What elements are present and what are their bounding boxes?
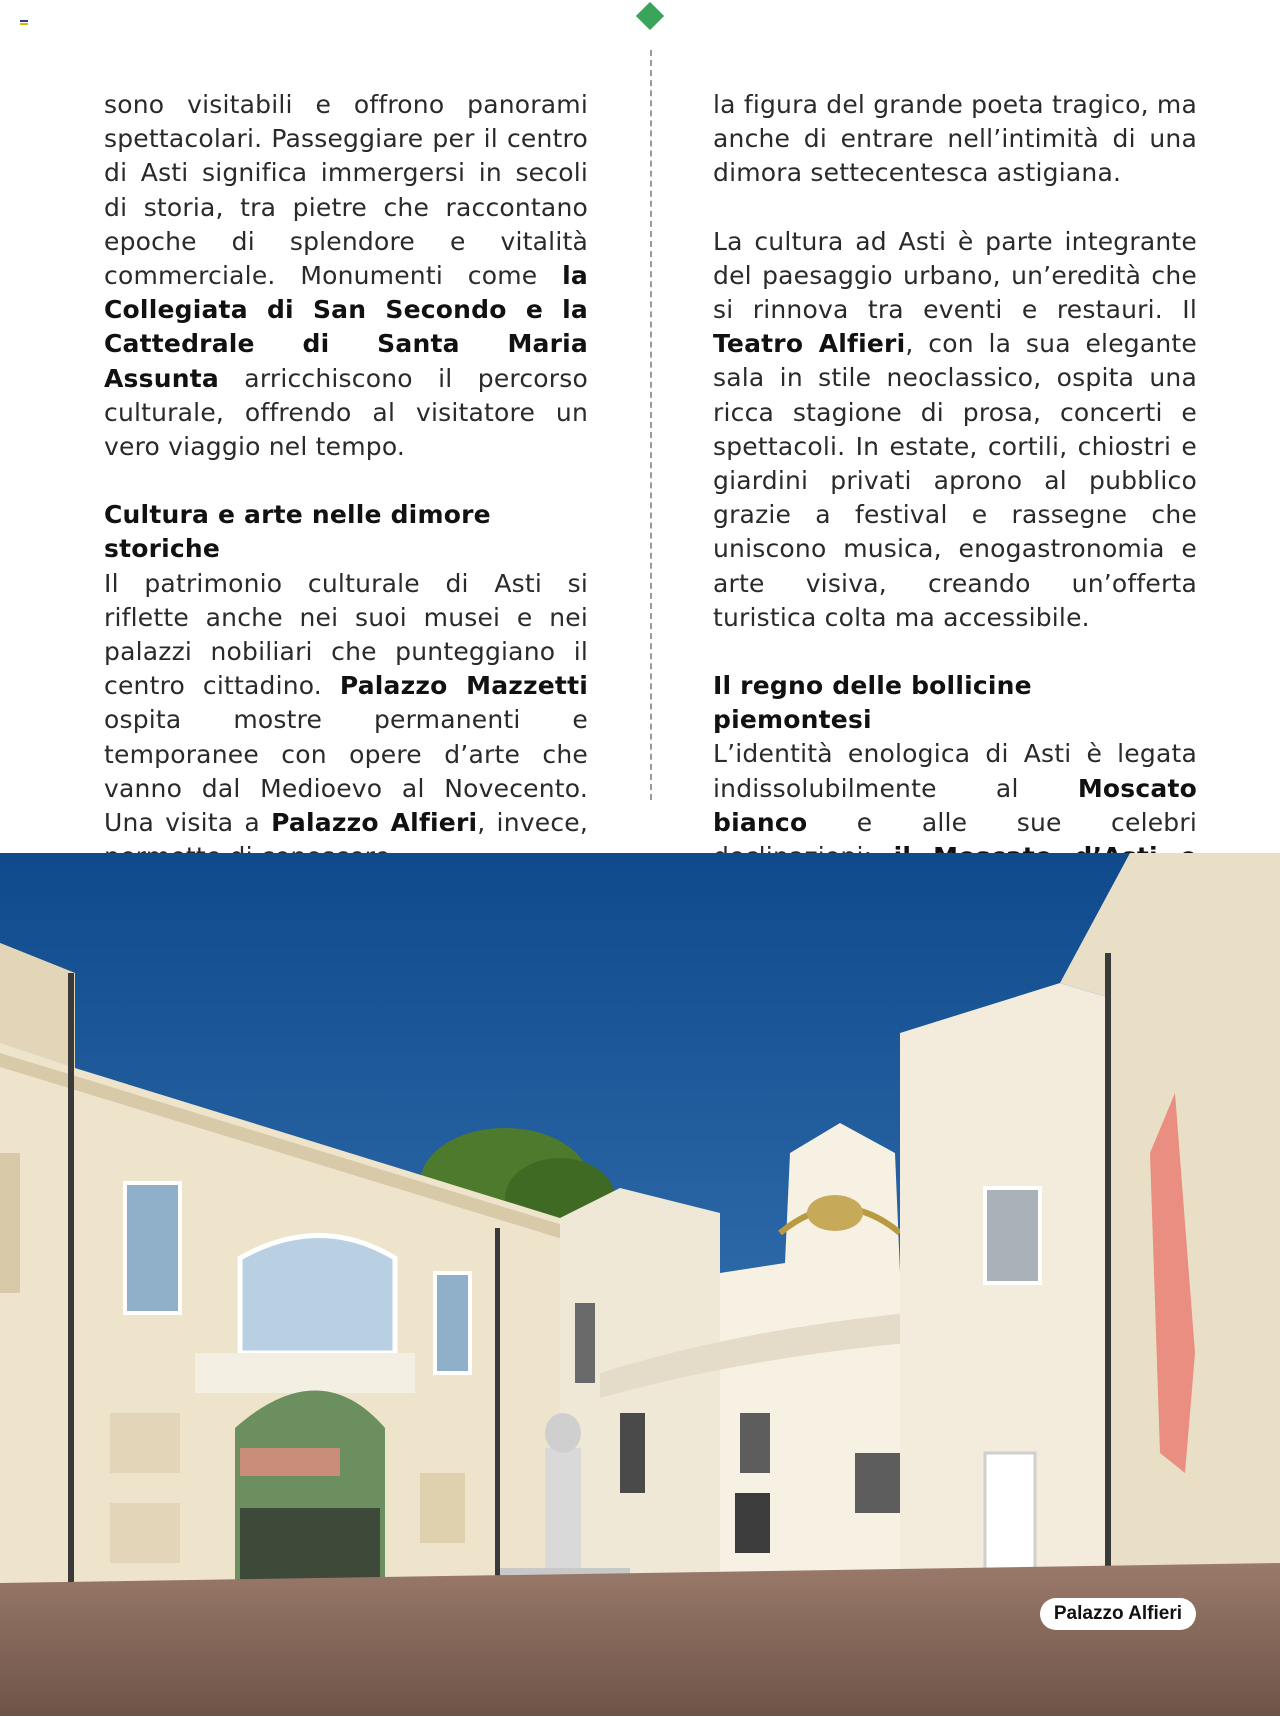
right-paragraph-2: La cultura ad Asti è parte integrante del paesaggio urbano, un’eredità che si rinnova tra eventi e restauri. Il Teatro Alfieri, con la sua elegante sala in stile neoclassico, ospita una ricca stagione di prosa, concerti e spettacoli. In estate, cortili, chiostri e giardini privati aprono al pubblico grazie a festival e rassegne che uniscono musica, enogastronomia e arte visiva, creando un’offerta turistica colta ma accessibile. xyxy=(713,226,1197,632)
right-paragraph-1: la figura del grande poeta tragico, ma anche di entrare nell’intimità di una dimora settecentesca astigiana. xyxy=(713,90,1197,188)
right-paragraph-3: L’identità enologica di Asti è legata indissolubilmente al Moscato bianco e alle sue celebri xyxy=(713,739,1197,837)
left-column xyxy=(104,88,588,874)
section-heading-bubbles: Il regno delle bollicine piemontesi xyxy=(713,671,1032,735)
palazzo-alfieri-photo xyxy=(0,853,1280,1716)
right-column xyxy=(713,88,1197,908)
column-divider xyxy=(650,50,652,800)
diamond-icon xyxy=(636,2,664,30)
left-paragraph-2: Il patrimonio culturale di Asti si riflette anche nei suoi musei e nei palazzi nobiliari che punteggiano il centro cittadino. Palazzo Mazzetti ospita mostre permanenti e temporanee con opere d’arte che vanno dal Medioevo al Novecento. Una visita a Palazzo Alfieri, invece, xyxy=(104,568,588,838)
section-heading-culture: Cultura e arte nelle dimore storiche xyxy=(104,500,491,564)
menu-icon[interactable] xyxy=(20,20,28,27)
left-paragraph-1: sono visitabili e offrono panorami spettacolari. Passeggiare per il centro di Asti significa immergersi in secoli di storia, tra pietre che raccontano epoche di splendore e vitalità commerciale. Monumenti come la Collegiata di San Secondo e la Cattedrale di Santa Maria Assunta arricchiscono il percorso culturale, offrendo al visitatore un vero viaggio nel tempo. xyxy=(104,90,588,462)
photo-caption: Palazzo Alfieri xyxy=(1040,1598,1196,1630)
courtyard-illustration xyxy=(0,853,1280,1716)
